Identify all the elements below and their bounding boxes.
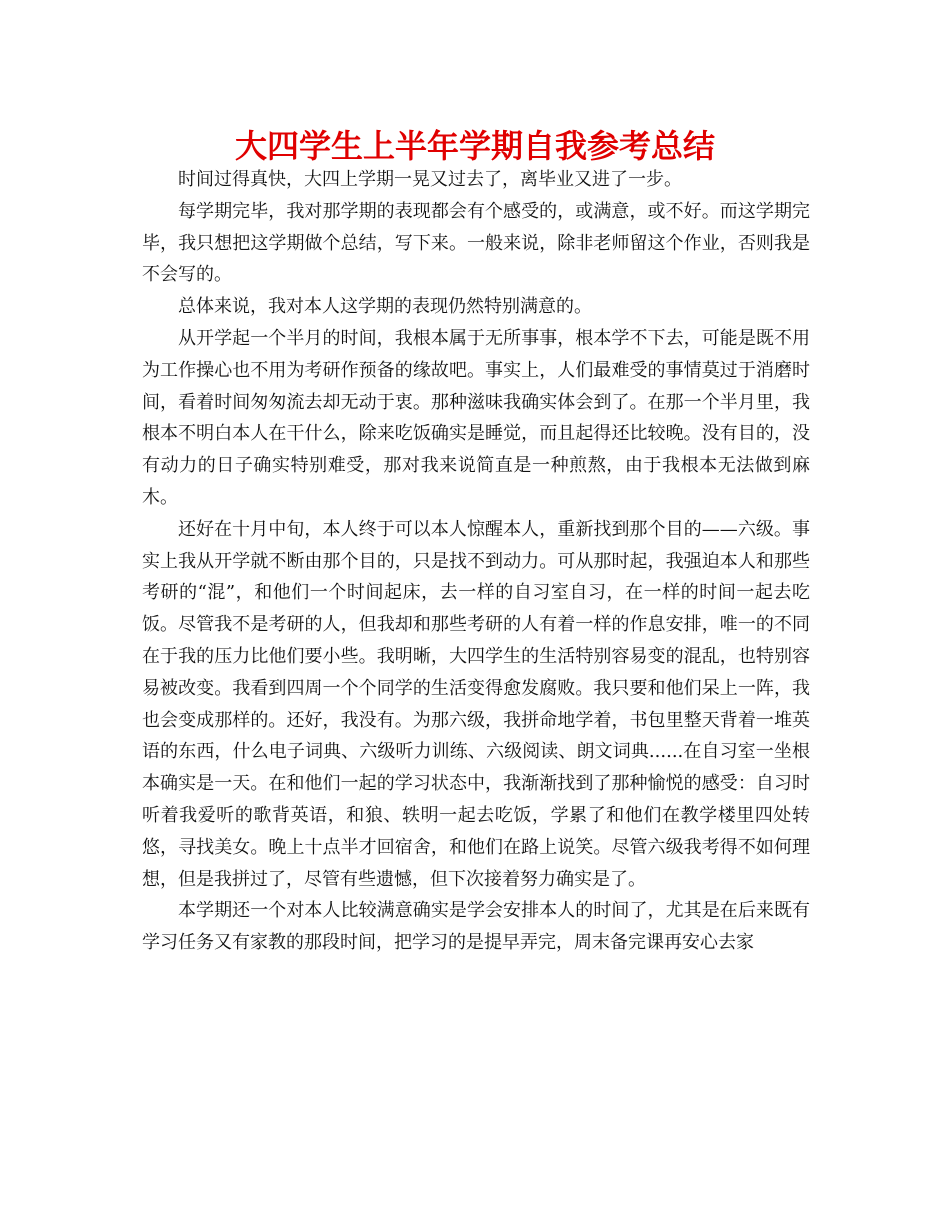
paragraph-3: 总体来说，我对本人这学期的表现仍然特别满意的。 <box>178 296 592 318</box>
paragraph-5: 还好在十月中旬，本人终于可以本人惊醒本人，重新找到那个目的——六级。事实上我从开学就不断由那个目的，只是找不到动力。可从那时起，我强迫本人和那些考研的“混”，和他们一个时间起床，去一样的自习室自习，在一样的时间一起去吃饭。尽管我不是考研的人，但我却和那些考研的人有着一样的作息安排，唯一的不同在于我的压力比他们要小些。我明晰，大四学生的生活特别容易变的混乱，也特别容易被改变。我看到四周一个个同学的生活变得愈发腐败。我只要和他们呆上一阵，我也会变成那样的。还好，我没有。为那六级，我拼命地学着，书包里整天背着一堆英语的东西，什么电子词典、六级听力训练、六级阅读、朗文词典......在自习室一坐根本确实是一天。在和他们一起的学习状态中，我渐渐找到了那种愉悦的感受：自习时听着我爱听的歌背英语，和狼、轶明一起去吃饭，学累了和他们在教学楼里四处转悠，寻找美女。晚上十点半才回宿舍，和他们在路上说笑。尽管六级我考得不如何理想，但是我拼过了，尽管有些遗憾，但下次接着努力确实是了。 <box>142 518 810 890</box>
document-body <box>142 164 810 959</box>
paragraph-1: 时间过得真快，大四上学期一晃又过去了，离毕业又进了一步。 <box>178 169 682 190</box>
paragraph-6: 本学期还一个对本人比较满意确实是学会安排本人的时间了，尤其是在后来既有学习任务又有家教的那段时间，把学习的是提早弄完，周末备完课再安心去家 <box>142 900 810 954</box>
paragraph-4: 从开学起一个半月的时间，我根本属于无所事事，根本学不下去，可能是既不用为工作操心也不用为考研作预备的缘故吧。事实上，人们最难受的事情莫过于消磨时间，看着时间匆匆流去却无动于衷。那种滋味我确实体会到了。在那一个半月里，我根本不明白本人在干什么，除来吃饭确实是睡觉，而且起得还比较晚。没有目的，没有动力的日子确实特别难受，那对我来说简直是一种煎熬，由于我根本无法做到麻木。 <box>142 327 810 508</box>
document-title: 大四学生上半年学期自我参考总结 <box>234 127 715 165</box>
paragraph-2: 每学期完毕，我对那学期的表现都会有个感受的，或满意，或不好。而这学期完毕，我只想把这学期做个总结，写下来。一般来说，除非老师留这个作业，否则我是不会写的。 <box>142 200 810 286</box>
